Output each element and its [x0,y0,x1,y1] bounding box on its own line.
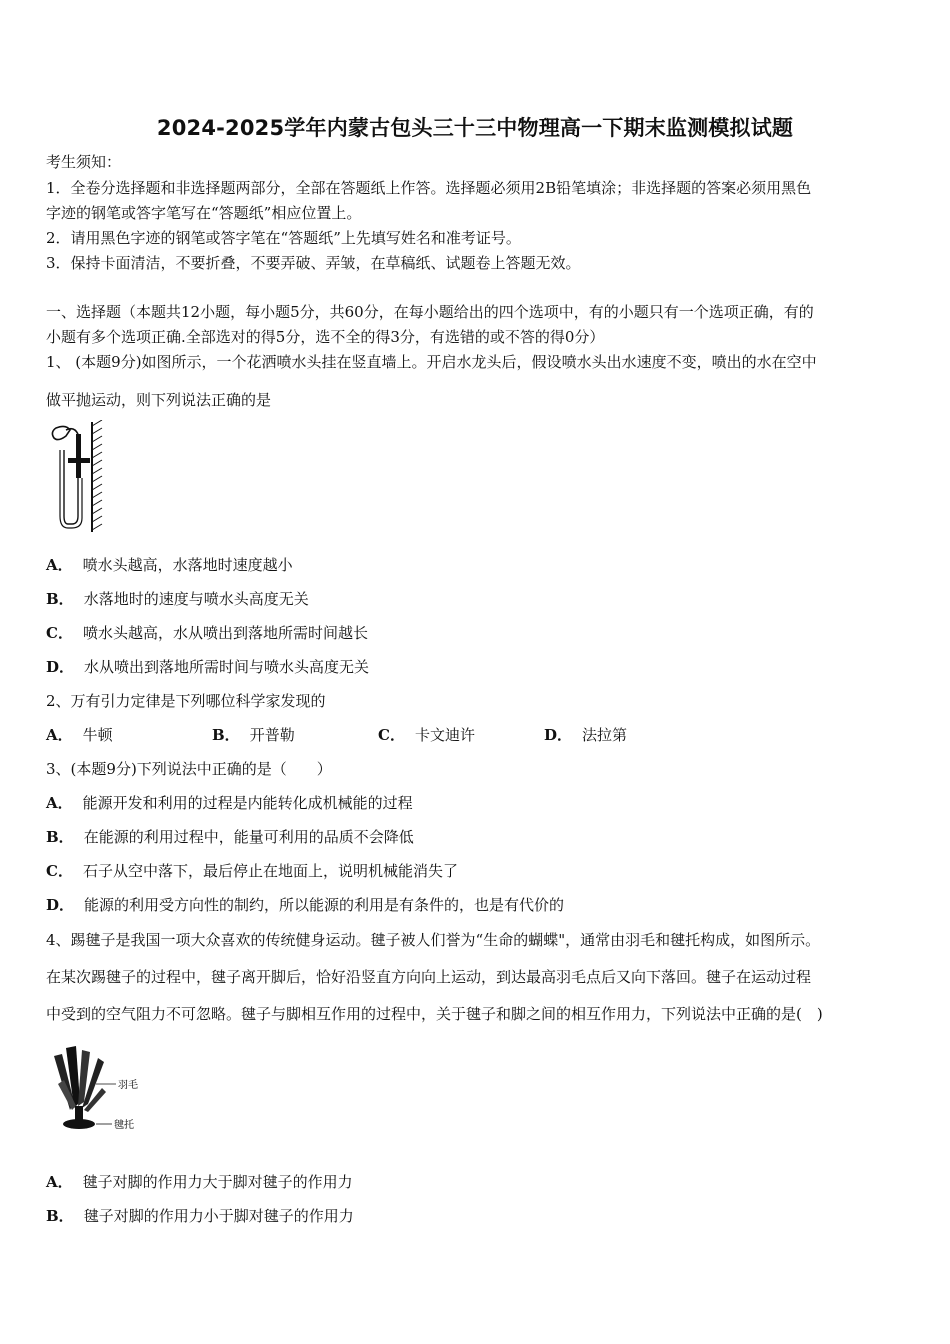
option-letter: D． [46,896,75,914]
option-text: 能源的利用受方向性的制约，所以能源的利用是有条件的，也是有代价的 [84,896,565,914]
option-text: 水从喷出到落地所需时间与喷水头高度无关 [84,658,370,676]
notice-item: 1．全卷分选择题和非选择题两部分，全部在答题纸上作答。选择题必须用2B铅笔填涂；非选择题的答案必须用黑色 [46,179,812,197]
option-text: 开普勒 [249,726,295,744]
notice-item: 2．请用黑色字迹的钢笔或答字笔在“答题纸”上先填写姓名和准考证号。 [46,229,521,247]
question-2-option-a[interactable] [46,725,212,745]
option-text: 牛顿 [82,726,113,744]
question-2-option-b[interactable] [212,725,378,745]
option-letter: C． [46,862,73,880]
feather-label: 羽毛 [118,1080,138,1091]
option-text: 水落地时的速度与喷水头高度无关 [83,590,309,608]
notice-item: 字迹的钢笔或答字笔写在“答题纸”相应位置上。 [46,204,362,222]
option-text: 卡文迪许 [414,726,475,744]
question-1-stem: 1、 (本题9分)如图所示，一个花洒喷水头挂在竖直墙上。开启水龙头后，假设喷水头出水速度不变，喷出的水在空中 [46,353,817,371]
option-letter: D． [46,658,75,676]
option-text: 在能源的利用过程中，能量可利用的品质不会降低 [83,828,414,846]
question-3-option-d[interactable] [46,895,564,915]
question-1-option-d[interactable] [46,657,369,677]
question-2-stem: 2、万有引力定律是下列哪位科学家发现的 [46,692,326,710]
base-label: 毽托 [114,1120,134,1131]
option-text: 石子从空中落下，最后停止在地面上，说明机械能消失了 [82,862,458,880]
option-letter: B． [46,590,74,608]
question-2-option-c[interactable] [378,725,544,745]
option-text: 喷水头越高，水落地时速度越小 [82,556,293,574]
option-letter: A． [46,1173,73,1191]
question-4-stem: 中受到的空气阻力不可忽略。毽子与脚相互作用的过程中，关于毽子和脚之间的相互作用力，下列说法中正确的是( ) [46,1005,823,1023]
option-text: 能源开发和利用的过程是内能转化成机械能的过程 [82,794,413,812]
option-letter: B． [46,828,74,846]
option-letter: C． [378,726,405,744]
option-text: 毽子对脚的作用力小于脚对毽子的作用力 [83,1207,354,1225]
question-3-option-b[interactable] [46,827,414,847]
question-3-option-a[interactable] [46,793,413,813]
option-letter: D． [544,726,573,744]
option-letter: C． [46,624,73,642]
option-letter: A． [46,726,73,744]
question-1-option-a[interactable] [46,555,293,575]
question-3-stem: 3、(本题9分)下列说法中正确的是（ ） [46,760,332,778]
shower-head-figure [48,420,108,535]
question-1-option-c[interactable] [46,623,368,643]
option-letter: A． [46,556,73,574]
option-letter: B． [46,1207,74,1225]
notice-item: 3．保持卡面清洁，不要折叠，不要弄破、弄皱，在草稿纸、试题卷上答题无效。 [46,254,581,272]
question-4-stem: 在某次踢毽子的过程中，毽子离开脚后，恰好沿竖直方向向上运动，到达最高羽毛点后又向下落回。毽子在运动过程 [46,968,812,986]
question-2-options [46,725,710,745]
page-title: 2024-2025学年内蒙古包头三十三中物理高一下期末监测模拟试题 [156,116,794,140]
question-4-stem: 4、踢毽子是我国一项大众喜欢的传统健身运动。毽子被人们誉为“生命的蝴蝶"，通常由羽毛和毽托构成，如图所示。 [46,931,821,949]
question-2-option-d[interactable] [544,725,710,745]
section-heading: 小题有多个选项正确.全部选对的得5分，选不全的得3分，有选错的或不答的得0分） [46,328,605,346]
shuttlecock-figure [48,1044,158,1139]
question-3-option-c[interactable] [46,861,458,881]
option-letter: B． [212,726,240,744]
notice-heading: 考生须知： [46,153,122,171]
option-text: 毽子对脚的作用力大于脚对毽子的作用力 [82,1173,353,1191]
section-heading: 一、选择题（本题共12小题，每小题5分，共60分，在每小题给出的四个选项中，有的小题只有一个选项正确，有的 [46,303,814,321]
question-4-option-b[interactable] [46,1206,354,1226]
option-text: 喷水头越高，水从喷出到落地所需时间越长 [82,624,368,642]
question-4-option-a[interactable] [46,1172,353,1192]
question-1-stem: 做平抛运动，则下列说法正确的是 [46,391,272,409]
question-1-option-b[interactable] [46,589,309,609]
option-text: 法拉第 [582,726,628,744]
option-letter: A． [46,794,73,812]
